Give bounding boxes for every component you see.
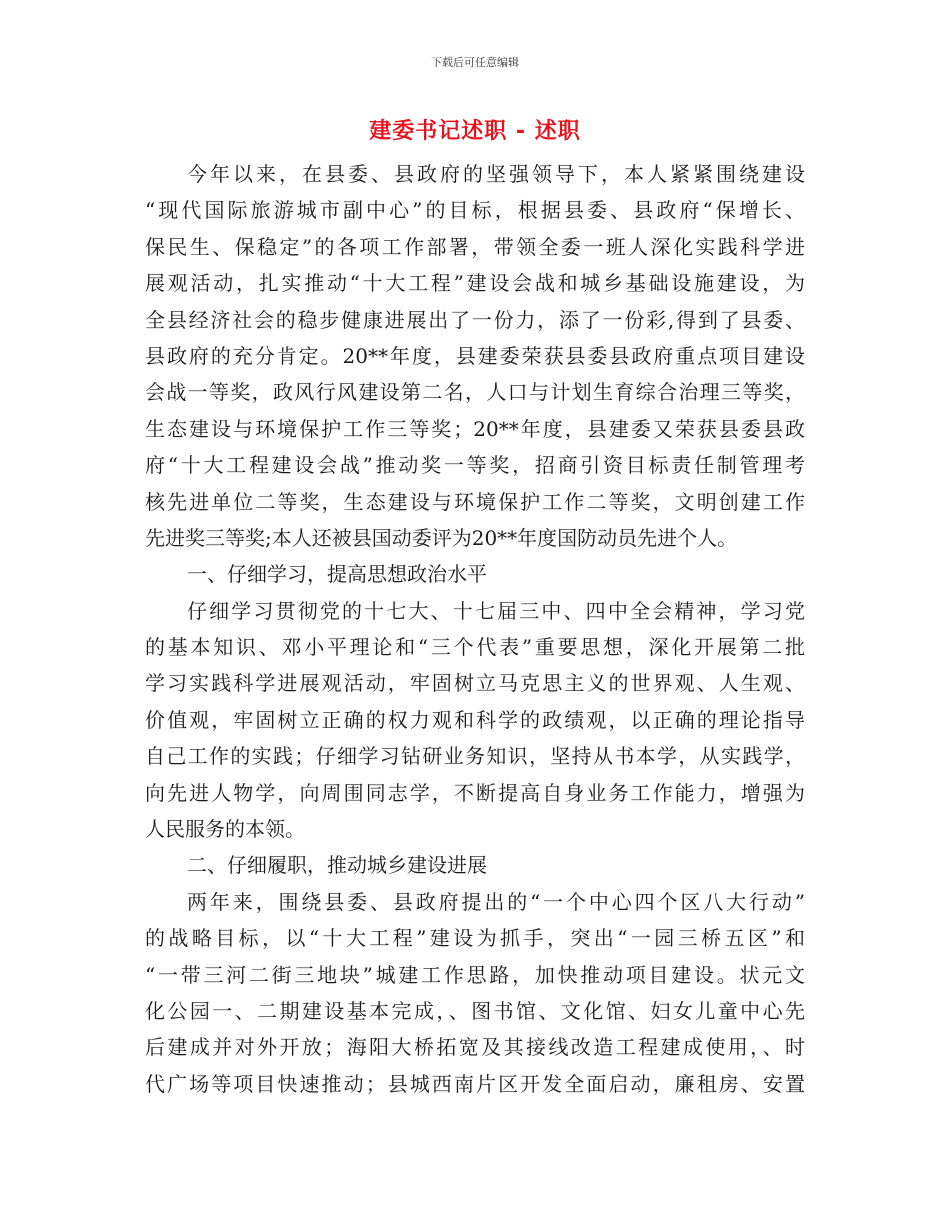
body-line: 的基本知识、邓小平理论和“三个代表”重要思想，深化开展第二批 bbox=[145, 635, 805, 660]
body-line: 展观活动，扎实推动“十大工程”建设会战和城乡基础设施建设，为 bbox=[145, 271, 805, 296]
body-line: 二、仔细履职，推动城乡建设进展 bbox=[187, 853, 487, 878]
body-line: 核先进单位二等奖，生态建设与环境保护工作二等奖，文明创建工作 bbox=[145, 489, 805, 514]
body-line: 化公园一、二期建设基本完成，、图书馆、文化馆、妇女儿童中心先 bbox=[145, 998, 805, 1023]
document-body bbox=[145, 156, 805, 1102]
body-line: 仔细学习贯彻党的十七大、十七届三中、四中全会精神，学习党 bbox=[187, 598, 805, 623]
body-line: 向先进人物学，向周围同志学，不断提高自身业务工作能力，增强为 bbox=[145, 780, 805, 805]
body-line: 自己工作的实践；仔细学习钻研业务知识，坚持从书本学，从实践学， bbox=[145, 744, 805, 769]
document-title: 建委书记述职 - 述职 bbox=[369, 119, 581, 144]
body-line: 府“十大工程建设会战”推动奖一等奖，招商引资目标责任制管理考 bbox=[145, 453, 805, 478]
body-line: 保民生、保稳定”的各项工作部署，带领全委一班人深化实践科学进 bbox=[145, 234, 805, 259]
body-line: 后建成并对外开放；海阳大桥拓宽及其接线改造工程建成使用，、时 bbox=[145, 1035, 805, 1060]
body-line: 会战一等奖，政风行风建设第二名，人口与计划生育综合治理三等奖， bbox=[145, 380, 805, 405]
body-line: 两年来，围绕县委、县政府提出的“一个中心四个区八大行动” bbox=[187, 889, 805, 914]
body-line: 人民服务的本领。 bbox=[145, 817, 305, 842]
body-line: 今年以来，在县委、县政府的坚强领导下，本人紧紧围绕建设 bbox=[187, 162, 805, 186]
body-line: “一带三河二街三地块”城建工作思路，加快推动项目建设。状元文 bbox=[145, 962, 805, 987]
header-note: 下载后可任意编辑 bbox=[431, 56, 519, 69]
body-line: 价值观，牢固树立正确的权力观和科学的政绩观，以正确的理论指导 bbox=[145, 707, 805, 732]
body-line: “现代国际旅游城市副中心”的目标，根据县委、县政府“保增长、 bbox=[145, 198, 805, 223]
body-line: 一、仔细学习，提高思想政治水平 bbox=[187, 562, 487, 587]
body-line: 的战略目标，以“十大工程”建设为抓手，突出“一园三桥五区”和 bbox=[145, 926, 805, 951]
body-line: 代广场等项目快速推动；县城西南片区开发全面启动，廉租房、安置 bbox=[145, 1071, 805, 1096]
body-line: 学习实践科学进展观活动，牢固树立马克思主义的世界观、人生观、 bbox=[145, 671, 805, 696]
body-line: 全县经济社会的稳步健康进展出了一份力，添了一份彩,得到了县委、 bbox=[145, 307, 805, 332]
body-line: 先进奖三等奖;本人还被县国动委评为20**年度国防动员先进个人。 bbox=[145, 525, 738, 550]
body-line: 生态建设与环境保护工作三等奖；20**年度，县建委又荣获县委县政 bbox=[145, 416, 805, 441]
body-line: 县政府的充分肯定。20**年度，县建委荣获县委县政府重点项目建设 bbox=[145, 343, 805, 368]
